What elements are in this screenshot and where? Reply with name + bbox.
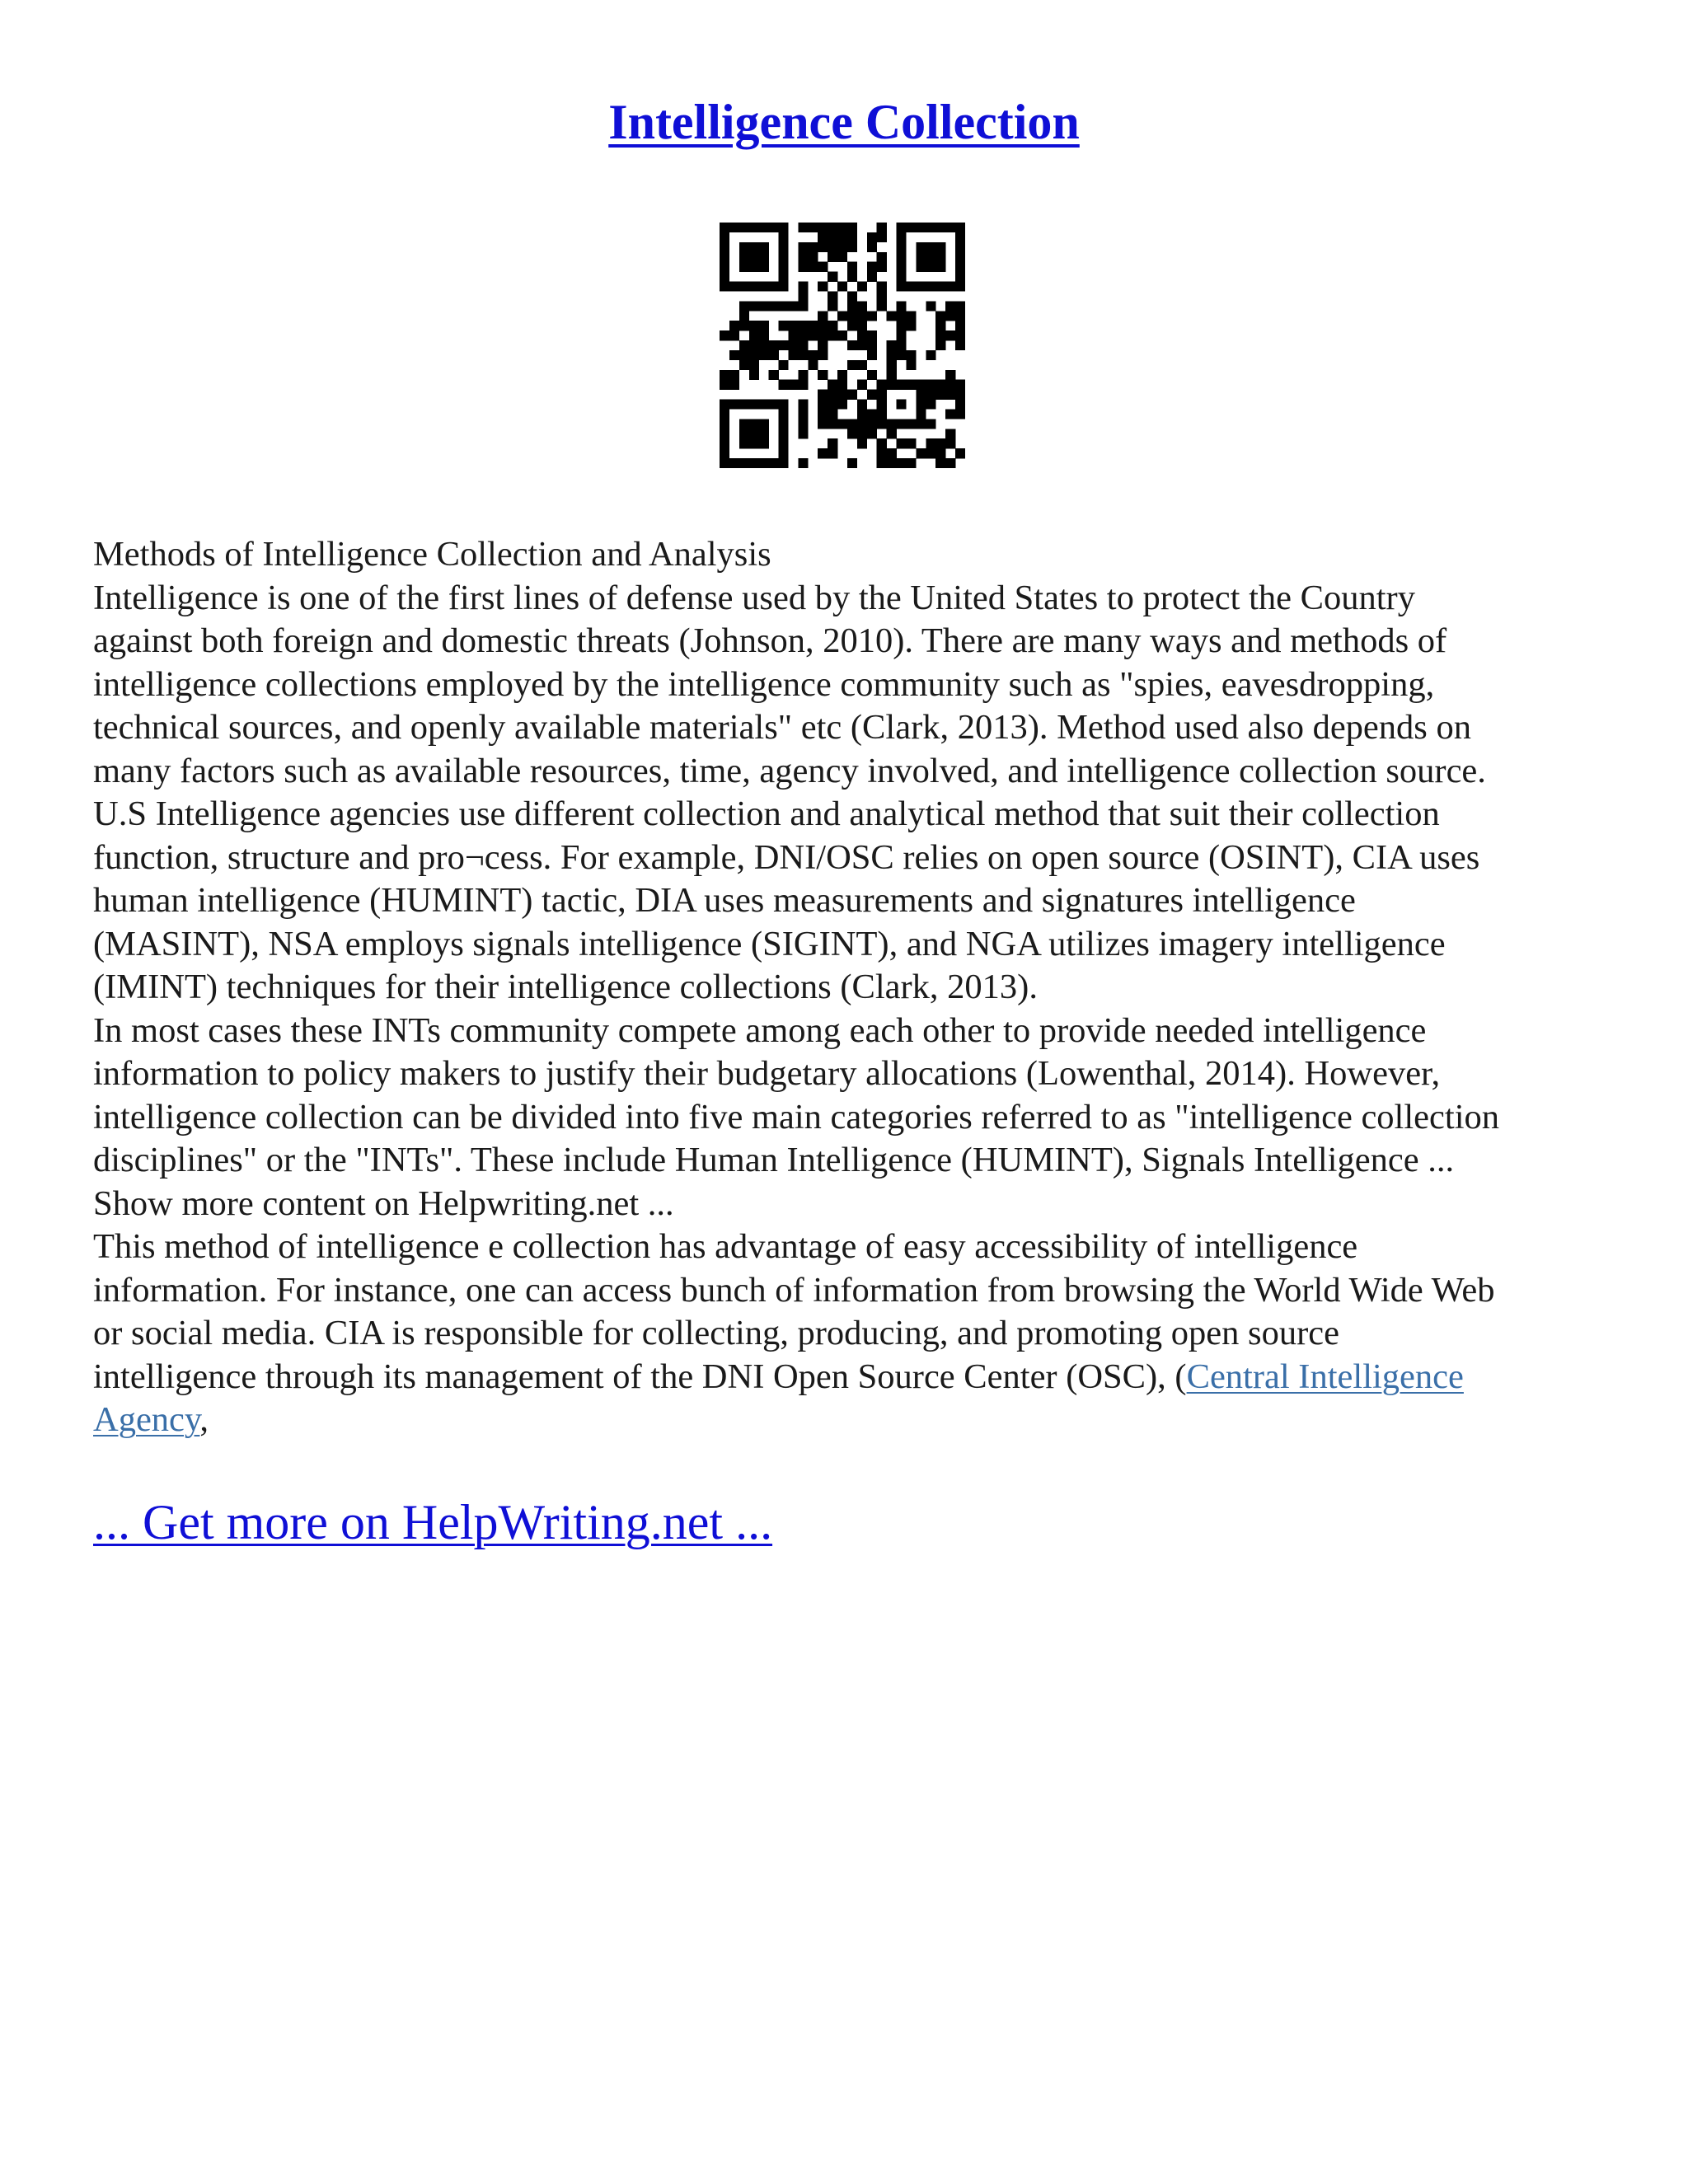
body-line: In most cases these INTs community compete among each other to provide needed intelligence bbox=[93, 1010, 1427, 1050]
body-line: against both foreign and domestic threats (Johnson, 2010). There are many ways and methods of bbox=[93, 621, 1447, 660]
body-line: This method of intelligence e collection has advantage of easy accessibility of intelligence bbox=[93, 1227, 1358, 1266]
body-line: information to policy makers to justify their budgetary allocations (Lowenthal, 2014). However, bbox=[93, 1054, 1441, 1093]
body-line: intelligence collection can be divided into five main categories referred to as "intelligence collection bbox=[93, 1097, 1500, 1137]
body-line: human intelligence (HUMINT) tactic, DIA uses measurements and signatures intelligence bbox=[93, 881, 1356, 920]
article-body bbox=[93, 533, 1601, 1442]
body-line: U.S Intelligence agencies use different collection and analytical method that suit their collection bbox=[93, 794, 1440, 833]
body-line-continued bbox=[93, 1399, 1601, 1442]
reference-suffix: , bbox=[199, 1400, 209, 1439]
body-line: disciplines" or the "INTs". These include Human Intelligence (HUMINT), Signals Intelligence ... bbox=[93, 1141, 1455, 1179]
body-lines bbox=[93, 577, 1601, 1356]
article-heading: Methods of Intelligence Collection and Analysis bbox=[93, 535, 771, 574]
body-line: Intelligence is one of the first lines of defense used by the United States to protect the Country bbox=[93, 578, 1415, 617]
body-line: intelligence collections employed by the intelligence community such as "spies, eavesdropping, bbox=[93, 664, 1435, 704]
body-line-last bbox=[93, 1356, 1601, 1399]
body-line: function, structure and pro¬cess. For example, DNI/OSC relies on open source (OSINT), CIA uses bbox=[93, 837, 1480, 877]
qr-code-graphic bbox=[720, 223, 965, 468]
body-line: Show more content on Helpwriting.net ... bbox=[93, 1183, 674, 1223]
body-line: many factors such as available resources, time, agency involved, and intelligence collection source. bbox=[93, 751, 1486, 790]
body-line: or social media. CIA is responsible for collecting, producing, and promoting open source bbox=[93, 1314, 1339, 1352]
get-more-link[interactable]: ... Get more on HelpWriting.net ... bbox=[93, 1495, 773, 1549]
body-line: (IMINT) techniques for their intelligence collections (Clark, 2013). bbox=[93, 968, 1038, 1006]
last-line-text: intelligence through its management of the DNI Open Source Center (OSC), ( bbox=[93, 1357, 1187, 1396]
title-link[interactable]: Intelligence Collection bbox=[608, 95, 1080, 149]
body-line: technical sources, and openly available materials" etc (Clark, 2013). Method used also depends on bbox=[93, 708, 1471, 747]
qr-code-image bbox=[720, 223, 965, 468]
body-line: (MASINT), NSA employs signals intelligence (SIGINT), and NGA utilizes imagery intelligence bbox=[93, 924, 1446, 963]
reference-link-cia[interactable]: Central Intelligence bbox=[1186, 1357, 1464, 1396]
reference-link-cia-continued[interactable]: Agency bbox=[93, 1400, 200, 1439]
body-line: information. For instance, one can access bunch of information from browsing the World Wide Web bbox=[93, 1270, 1495, 1310]
page-title bbox=[0, 89, 1688, 155]
